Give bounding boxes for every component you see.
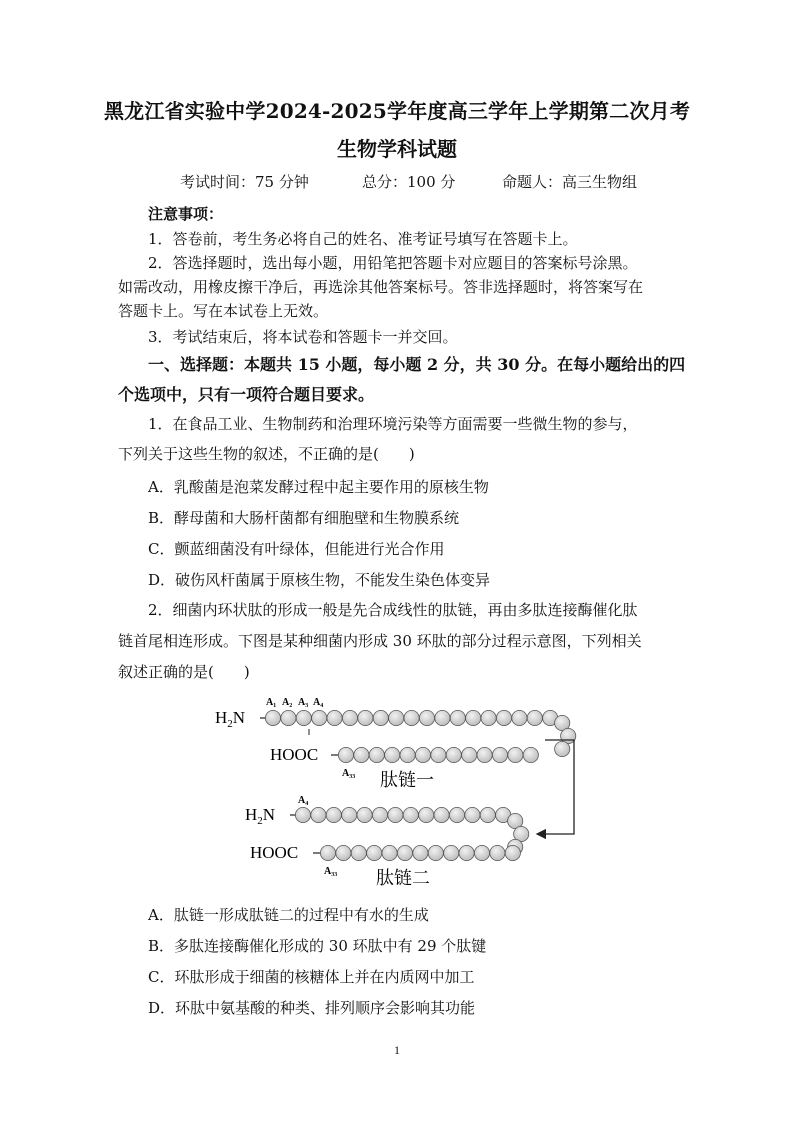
q2-stem-line-1: 2．细菌内环状肽的形成一般是先合成线性的肽链，再由多肽连接酶催化肽	[148, 601, 638, 619]
amino-acid-bead	[450, 710, 465, 725]
amino-acid-bead	[320, 845, 335, 860]
note-2-line-1: 2．答选择题时，选出每小题，用铅笔把答题卡对应题目的答案标号涂黑。	[148, 254, 638, 272]
amino-acid-bead	[358, 710, 373, 725]
q1-option-b: B．酵母菌和大肠杆菌都有细胞壁和生物膜系统	[148, 509, 460, 527]
amino-acid-bead	[400, 747, 415, 762]
amino-acid-bead	[481, 710, 496, 725]
amino-acid-bead	[265, 710, 280, 725]
amino-acid-bead	[389, 710, 404, 725]
amino-acid-bead	[385, 747, 400, 762]
amino-acid-bead	[388, 807, 403, 822]
amino-acid-bead	[372, 807, 387, 822]
amino-acid-bead	[434, 807, 449, 822]
chain2-bottom-beads	[320, 845, 520, 860]
amino-acid-bead	[466, 710, 481, 725]
amino-acid-bead	[444, 845, 459, 860]
amino-acid-bead	[508, 747, 523, 762]
q2-option-a: A．肽链一形成肽链二的过程中有水的生成	[148, 906, 429, 924]
amino-acid-bead	[462, 747, 477, 762]
section-heading-line-1: 一、选择题：本题共 15 小题，每小题 2 分，共 30 分。在每小题给出的四	[148, 355, 686, 374]
notes-heading: 注意事项：	[148, 205, 224, 223]
amino-acid-bead	[496, 710, 511, 725]
q1-stem-line-2: 下列关于这些生物的叙述，不正确的是( )	[118, 445, 415, 463]
amino-acid-bead	[342, 807, 357, 822]
note-3: 3．考试结束后，将本试卷和答题卡一并交回。	[148, 328, 458, 346]
chain1-bottom-beads	[338, 747, 538, 762]
amino-acid-bead	[415, 747, 430, 762]
amino-acid-bead	[505, 845, 520, 860]
amino-acid-bead	[373, 710, 388, 725]
amino-acid-bead	[555, 741, 570, 756]
chain2-carboxyl-label: HOOC	[250, 843, 299, 862]
amino-acid-bead	[474, 845, 489, 860]
chain1-label-a33: A₃₃	[342, 768, 356, 779]
amino-acid-bead	[419, 807, 434, 822]
amino-acid-bead	[459, 845, 474, 860]
chain1-carboxyl-label: HOOC	[270, 745, 319, 764]
exam-time: 考试时间：75 分钟	[180, 173, 309, 191]
q2-stem-line-2: 链首尾相连形成。下图是某种细菌内形成 30 环肽的部分过程示意图，下列相关	[118, 632, 642, 650]
amino-acid-bead	[419, 710, 434, 725]
label-a4: A₄	[313, 697, 324, 708]
q1-option-a: A．乳酸菌是泡菜发酵过程中起主要作用的原核生物	[148, 478, 489, 496]
q2-option-b: B．多肽连接酶催化形成的 30 环肽中有 29 个肽键	[148, 937, 487, 955]
amino-acid-bead	[431, 747, 446, 762]
chain2-label-a4: A₄	[298, 795, 309, 806]
amino-acid-bead	[527, 710, 542, 725]
amino-acid-bead	[369, 747, 384, 762]
amino-acid-bead	[311, 807, 326, 822]
page-number: 1	[394, 1043, 400, 1057]
amino-acid-bead	[281, 710, 296, 725]
chain2-label-a33: A₃₃	[324, 866, 338, 877]
peptide-diagram	[200, 690, 600, 890]
total-score: 总分：100 分	[362, 173, 456, 191]
amino-acid-bead	[446, 747, 461, 762]
amino-acid-bead	[428, 845, 443, 860]
chain2-label: 肽链二	[376, 868, 430, 888]
amino-acid-bead	[465, 807, 480, 822]
q1-option-c: C．颤蓝细菌没有叶绿体，但能进行光合作用	[148, 540, 445, 558]
amino-acid-bead	[295, 807, 310, 822]
amino-acid-bead	[404, 710, 419, 725]
amino-acid-bead	[336, 845, 351, 860]
amino-acid-bead	[397, 845, 412, 860]
note-1: 1．答卷前，考生务必将自己的姓名、准考证号填写在答题卡上。	[148, 230, 578, 248]
label-a3: A₃	[298, 697, 309, 708]
amino-acid-bead	[342, 710, 357, 725]
amino-acid-bead	[449, 807, 464, 822]
chain1-label: 肽链一	[380, 770, 434, 790]
label-a2: A₂	[282, 697, 293, 708]
note-2-line-2: 如需改动，用橡皮擦干净后，再选涂其他答案标号。答非选择题时，将答案写在	[118, 278, 644, 296]
q2-option-d: D．环肽中氨基酸的种类、排列顺序会影响其功能	[148, 999, 476, 1017]
q1-stem-line-1: 1．在食品工业、生物制药和治理环境污染等方面需要一些微生物的参与，	[148, 415, 638, 433]
amino-acid-bead	[382, 845, 397, 860]
amino-acid-bead	[512, 710, 527, 725]
q2-stem-line-3: 叙述正确的是( )	[118, 663, 250, 681]
q2-option-c: C．环肽形成于细菌的核糖体上并在内质网中加工	[148, 968, 475, 986]
amino-acid-bead	[480, 807, 495, 822]
amino-acid-bead	[523, 747, 538, 762]
label-a1: A₁	[266, 697, 277, 708]
amino-acid-bead	[351, 845, 366, 860]
amino-acid-bead	[296, 710, 311, 725]
amino-acid-bead	[312, 710, 327, 725]
q1-option-d: D．破伤风杆菌属于原核生物，不能发生染色体变异	[148, 571, 491, 589]
amino-acid-bead	[490, 845, 505, 860]
exam-author: 命题人：高三生物组	[502, 173, 638, 191]
section-heading-line-2: 个选项中，只有一项符合题目要求。	[118, 385, 375, 404]
amino-acid-bead	[492, 747, 507, 762]
amino-acid-bead	[357, 807, 372, 822]
amino-acid-bead	[338, 747, 353, 762]
exam-title: 黑龙江省实验中学2024-2025学年度高三学年上学期第二次月考	[103, 99, 691, 123]
amino-acid-bead	[326, 807, 341, 822]
exam-subtitle: 生物学科试题	[337, 137, 457, 161]
amino-acid-bead	[413, 845, 428, 860]
note-2-line-3: 答题卡上。写在本试卷上无效。	[118, 302, 329, 320]
amino-acid-bead	[367, 845, 382, 860]
amino-acid-bead	[403, 807, 418, 822]
amino-acid-bead	[477, 747, 492, 762]
transform-arrow	[537, 740, 574, 834]
amino-acid-bead	[354, 747, 369, 762]
amino-acid-bead	[327, 710, 342, 725]
chain2-amino-label: $H_2N$	[245, 805, 276, 827]
chain1-amino-label: $H_2N$	[215, 708, 246, 730]
amino-acid-bead	[435, 710, 450, 725]
